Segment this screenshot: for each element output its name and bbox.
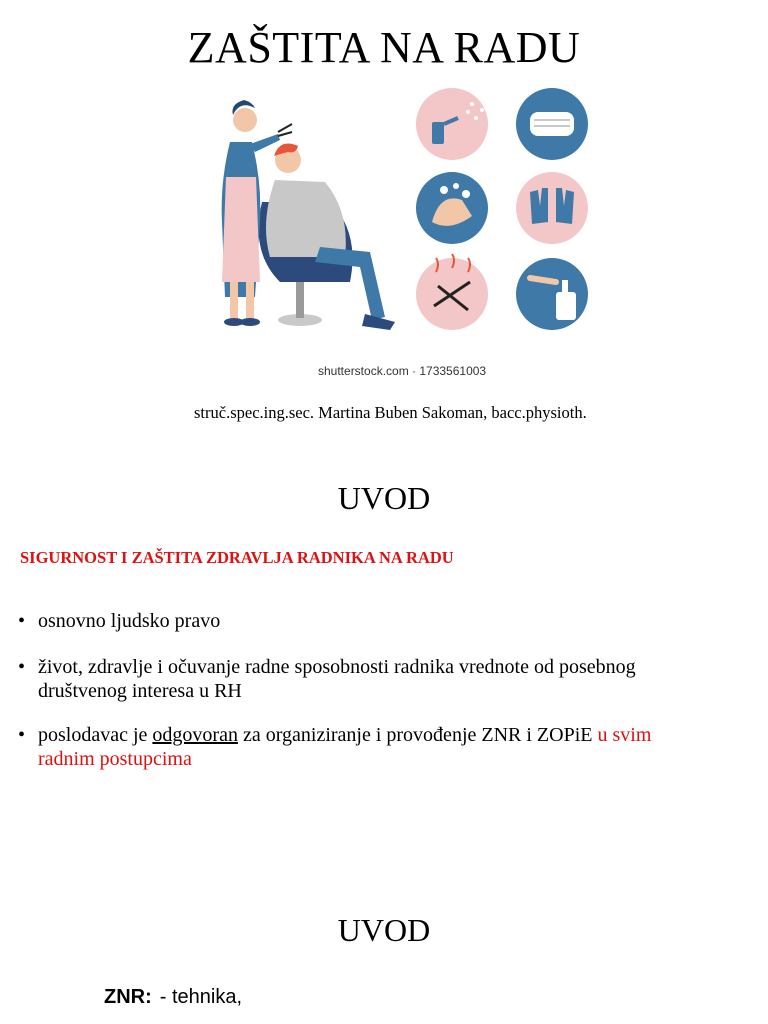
author-line: struč.spec.ing.sec. Martina Buben Sakoman, bacc.physioth. <box>194 403 587 422</box>
face-mask-icon <box>516 88 588 160</box>
hairdresser-scene <box>222 100 395 330</box>
bullet-dot: • <box>18 724 26 746</box>
bullet-dot: • <box>18 656 26 678</box>
znr-line <box>104 984 242 1010</box>
highlighted-text-continued: radnim postupcima <box>38 748 192 770</box>
tool-disinfection-icon <box>416 254 488 330</box>
hand-sanitizer-bottle-icon <box>516 258 588 330</box>
underlined-word: odgovoran <box>152 724 238 746</box>
highlighted-text: u svim <box>597 724 652 746</box>
bullet-text: osnovno ljudsko pravo <box>38 610 221 632</box>
znr-text: - tehnika, <box>159 986 243 1008</box>
bullet-item <box>18 609 758 633</box>
bullet-text-continued: društvenog interesa u RH <box>38 680 242 702</box>
bullet-text: za organiziranje i provođenje ZNR i ZOPiE <box>237 724 598 746</box>
bullet-text: poslodavac je <box>38 724 153 746</box>
section-subtitle: SIGURNOST I ZAŠTITA ZDRAVLJA RADNIKA NA RADU <box>20 548 454 567</box>
bullet-text: život, zdravlje i očuvanje radne sposobnosti radnika vrednote od posebnog <box>38 656 636 678</box>
sanitizer-spray-icon <box>416 88 488 160</box>
bullet-dot: • <box>18 610 26 632</box>
page-title: ZAŠTITA NA RADU <box>187 23 581 72</box>
bullet-item <box>18 655 758 703</box>
hand-washing-icon <box>416 172 488 244</box>
znr-label: ZNR: <box>104 986 152 1008</box>
section-title-uvod: UVOD <box>337 480 431 516</box>
bullet-item <box>18 723 758 771</box>
hairdresser-safety-illustration <box>200 82 600 382</box>
gloves-icon <box>516 172 588 244</box>
image-credit: shutterstock.com · 1733561003 <box>318 364 487 378</box>
section-title-uvod-2: UVOD <box>337 912 431 948</box>
